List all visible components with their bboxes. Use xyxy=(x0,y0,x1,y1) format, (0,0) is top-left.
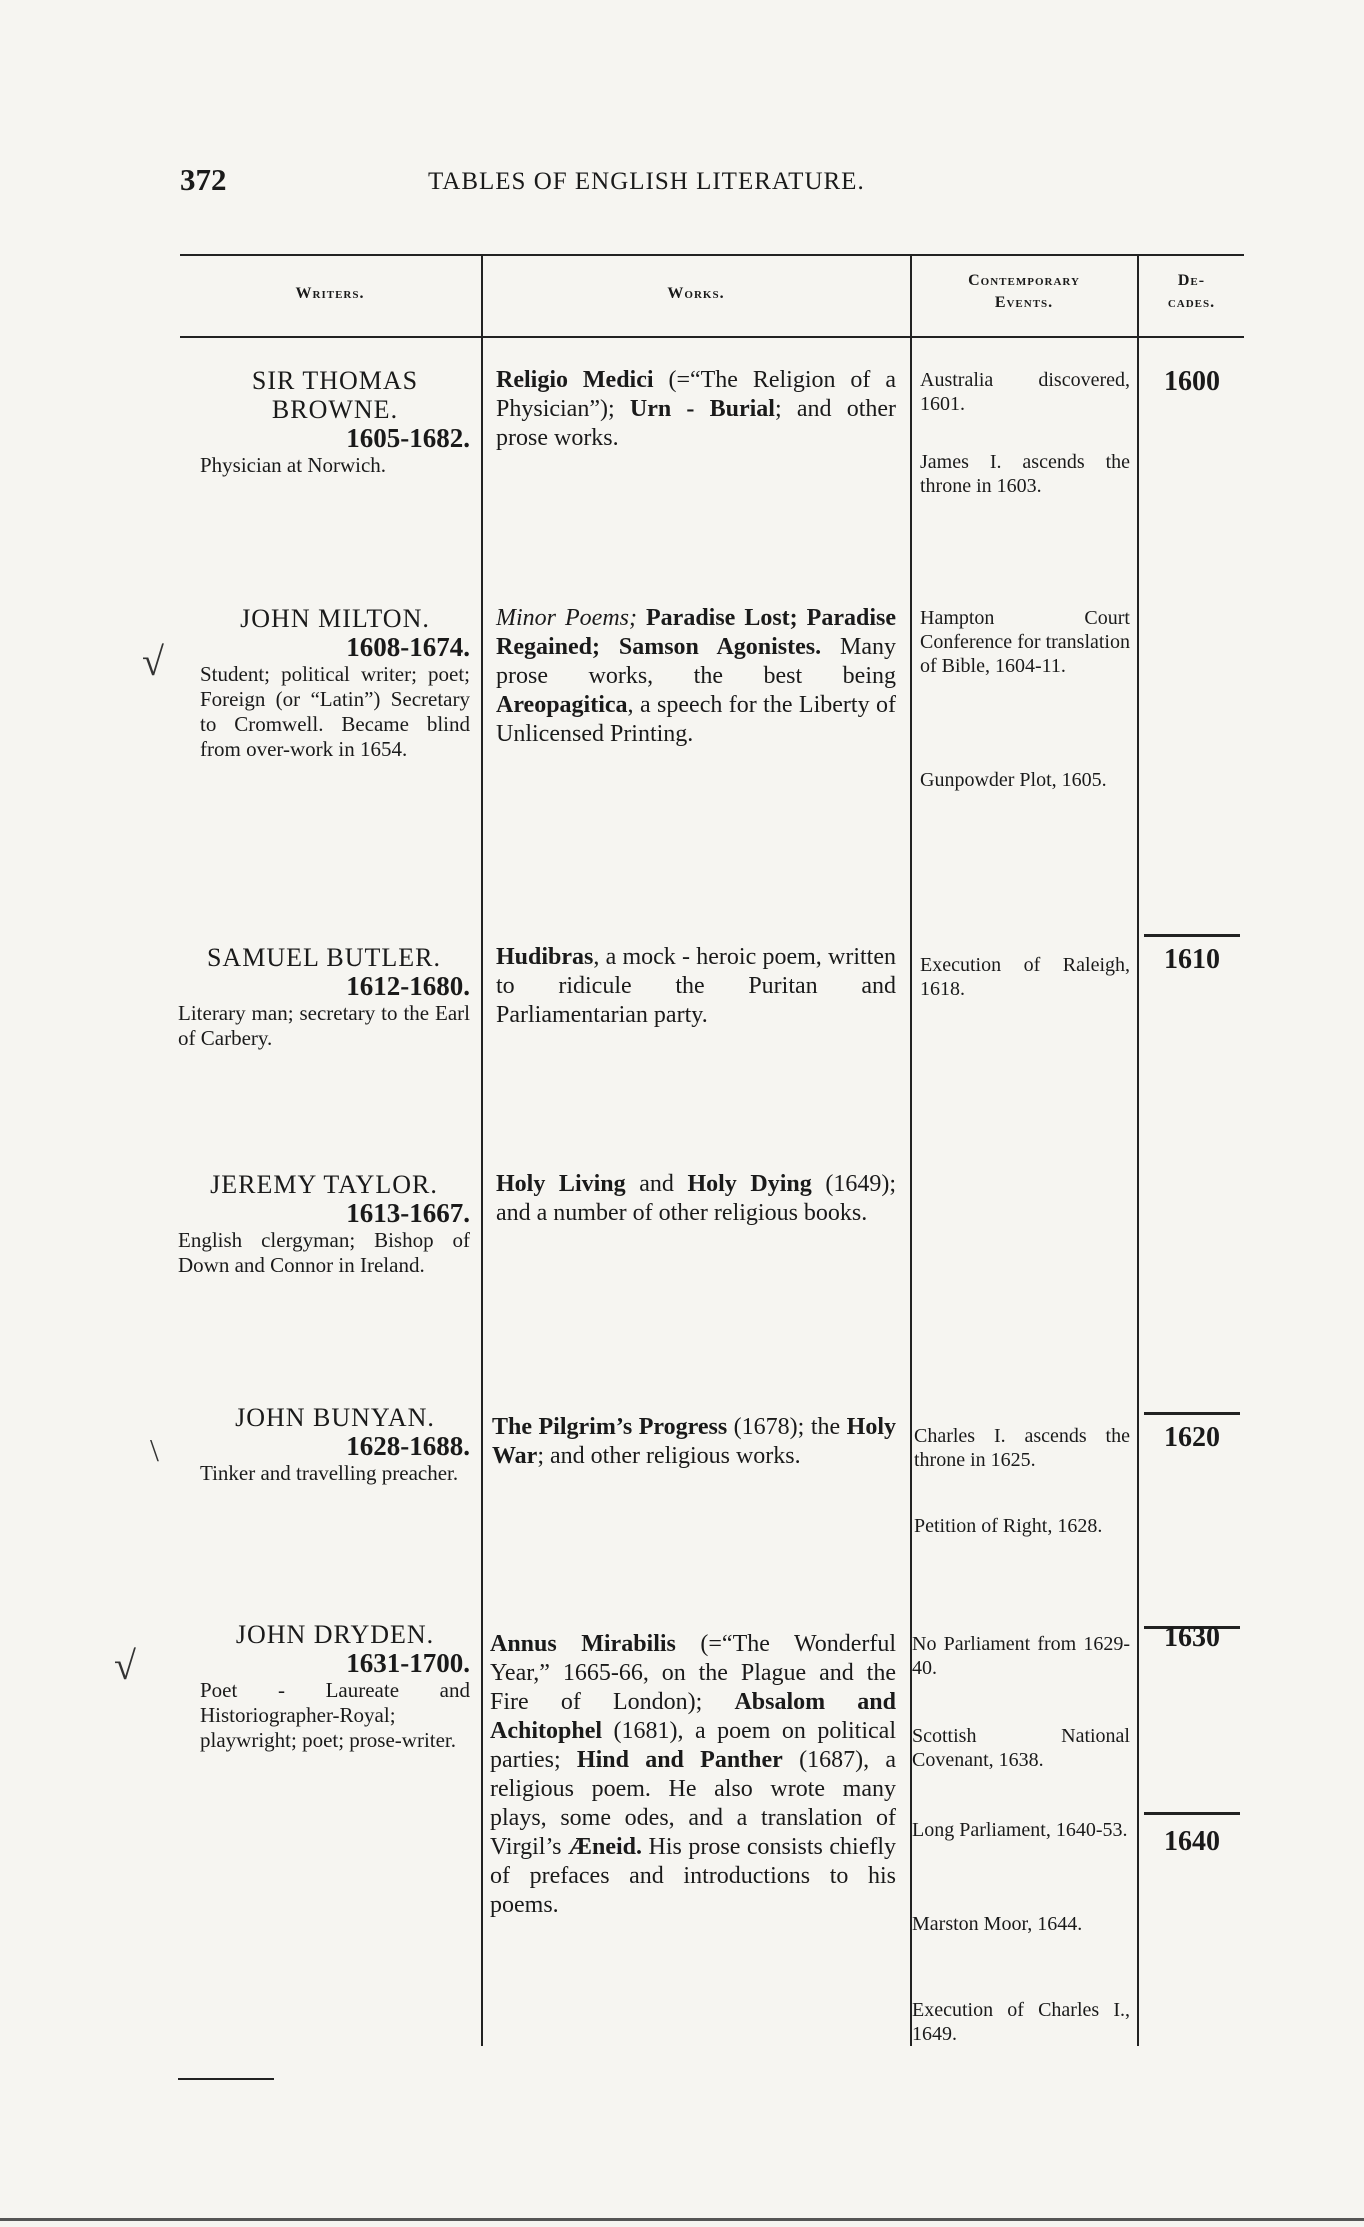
works-cell xyxy=(496,943,896,1030)
header-works: Works. xyxy=(667,285,725,302)
writer-name: JEREMY TAYLOR. xyxy=(210,1170,438,1199)
table-top-rule xyxy=(180,254,1244,256)
writer-description: Tinker and travelling preacher. xyxy=(200,1461,459,1485)
decade-tick xyxy=(1144,1412,1240,1415)
works-segment: Æneid. xyxy=(567,1834,642,1860)
header-events xyxy=(912,270,1136,314)
works-segment: Annus Mirabilis xyxy=(490,1631,676,1657)
works-segment: Holy Living xyxy=(496,1171,626,1197)
page-number: 372 xyxy=(180,162,227,197)
works-segment: Holy War xyxy=(492,1414,896,1469)
works-segment: His prose consists chiefly of prefaces and introductions to his poems. xyxy=(490,1834,897,1918)
works-segment: (1687), a religious poem. He also wrote many plays, some odes, and a translation of Virgil’s xyxy=(490,1747,896,1860)
event-item: James I. ascends the throne in 1603. xyxy=(920,451,1130,497)
writer-cell xyxy=(200,366,470,478)
writer-description: Literary man; secretary to the Earl of Carbery. xyxy=(178,1001,470,1050)
header-decades xyxy=(1139,270,1244,314)
works-segment: (=“The Religion of a Physician”); xyxy=(496,367,896,422)
column-divider-3 xyxy=(1137,256,1139,2046)
works-segment: Minor Poems; xyxy=(496,605,646,631)
page-bottom-edge xyxy=(0,2218,1364,2221)
works-cell xyxy=(496,604,896,749)
decade-label: 1620 xyxy=(1164,1422,1220,1453)
writer-cell xyxy=(200,604,470,762)
writer-name: SIR THOMAS BROWNE. xyxy=(251,366,419,424)
event-item: Charles I. ascends the throne in 1625. xyxy=(914,1425,1130,1471)
decade-label: 1600 xyxy=(1164,366,1220,397)
decade-label: 1640 xyxy=(1164,1826,1220,1857)
decade-label: 1610 xyxy=(1164,944,1220,975)
decade-label: 1630 xyxy=(1164,1622,1220,1653)
writer-dates: 1628-1688. xyxy=(346,1431,470,1461)
works-cell xyxy=(496,1170,896,1228)
writer-name: JOHN DRYDEN. xyxy=(235,1620,435,1649)
works-segment: ; and other religious works. xyxy=(537,1443,801,1469)
works-segment: Holy Dying xyxy=(687,1171,812,1197)
works-segment: Areopagitica xyxy=(496,692,628,718)
writer-dates: 1605-1682. xyxy=(346,423,470,453)
event-item: Execution of Raleigh, 1618. xyxy=(920,954,1130,1000)
writer-description: Physician at Norwich. xyxy=(200,453,387,477)
works-cell xyxy=(492,1413,896,1471)
event-item: Australia discovered, 1601. xyxy=(920,369,1130,415)
works-segment: , a mock - heroic poem, written to ridicule the Puritan and Parliamentarian party. xyxy=(496,944,896,1028)
works-segment: Religio Medici xyxy=(496,367,654,393)
handwritten-check-mark: \ xyxy=(150,1432,159,1468)
works-segment: Hudibras xyxy=(496,944,594,970)
header-events-line2: Events. xyxy=(994,294,1054,311)
writer-description: English clergyman; Bishop of Down and Connor in Ireland. xyxy=(178,1228,470,1277)
works-segment: Many prose works, the best being xyxy=(496,634,896,689)
works-segment: Hind and Panther xyxy=(576,1747,783,1773)
event-item: Scottish National Covenant, 1638. xyxy=(912,1725,1130,1771)
header-events-line1: Contemporary xyxy=(968,272,1080,289)
writer-cell xyxy=(178,943,470,1051)
decade-tick xyxy=(1144,934,1240,937)
works-segment: Paradise Lost; Paradise Regained; Samson Agonistes. xyxy=(496,605,896,660)
writer-dates: 1613-1667. xyxy=(346,1198,470,1228)
works-segment: (1681), a poem on political parties; xyxy=(490,1718,896,1773)
writer-cell xyxy=(200,1403,470,1486)
writer-name: JOHN BUNYAN. xyxy=(235,1403,435,1432)
works-segment: (1649); and a number of other religious books. xyxy=(496,1171,896,1226)
decade-tick xyxy=(1144,1812,1240,1815)
event-item: No Parliament from 1629-40. xyxy=(912,1633,1130,1679)
works-cell xyxy=(490,1630,896,1920)
header-decades-line2: cades. xyxy=(1167,294,1216,311)
header-bottom-rule xyxy=(180,336,1244,338)
writer-dates: 1608-1674. xyxy=(346,632,470,662)
footer-rule xyxy=(178,2078,274,2080)
writer-cell xyxy=(200,1620,470,1753)
works-segment: Absalom and Achitophel xyxy=(490,1689,896,1744)
event-item: Hampton Court Conference for translation of Bible, 1604-11. xyxy=(920,607,1130,677)
column-divider-2 xyxy=(910,256,912,2046)
event-item: Marston Moor, 1644. xyxy=(912,1913,1083,1935)
event-item: Long Parliament, 1640-53. xyxy=(912,1819,1128,1841)
handwritten-check-mark: √ xyxy=(142,639,164,684)
writer-name: SAMUEL BUTLER. xyxy=(206,943,442,972)
works-segment: , a speech for the Liberty of Unlicensed Printing. xyxy=(496,692,896,747)
header-writers: Writers. xyxy=(295,285,365,302)
event-item: Gunpowder Plot, 1605. xyxy=(920,769,1107,791)
works-segment: ; and other prose works. xyxy=(496,396,897,451)
event-item: Execution of Charles I., 1649. xyxy=(912,1999,1130,2045)
writer-description: Poet - Laureate and Historiographer-Royal; playwright; poet; prose-writer. xyxy=(200,1678,470,1752)
header-decades-line1: De- xyxy=(1177,272,1206,289)
event-item: Petition of Right, 1628. xyxy=(914,1515,1103,1537)
writer-dates: 1631-1700. xyxy=(346,1648,470,1678)
column-divider-1 xyxy=(481,256,483,2046)
works-cell xyxy=(496,366,896,453)
works-segment: Urn - Burial xyxy=(629,396,775,422)
works-segment: and xyxy=(625,1171,688,1197)
writer-description: Student; political writer; poet; Foreign (or “Latin”) Secretary to Cromwell. Became blind from over-work in 1654. xyxy=(200,662,470,761)
writer-cell xyxy=(178,1170,470,1278)
works-segment: (=“The Wonderful Year,” 1665-66, on the Plague and the Fire of London); xyxy=(490,1631,896,1715)
handwritten-check-mark: √ xyxy=(114,1643,136,1688)
writer-name: JOHN MILTON. xyxy=(240,604,430,633)
running-head: TABLES OF ENGLISH LITERATURE. xyxy=(428,168,865,195)
works-segment: (1678); the xyxy=(727,1414,847,1440)
writer-dates: 1612-1680. xyxy=(346,971,470,1001)
works-segment: The Pilgrim’s Progress xyxy=(492,1414,728,1440)
